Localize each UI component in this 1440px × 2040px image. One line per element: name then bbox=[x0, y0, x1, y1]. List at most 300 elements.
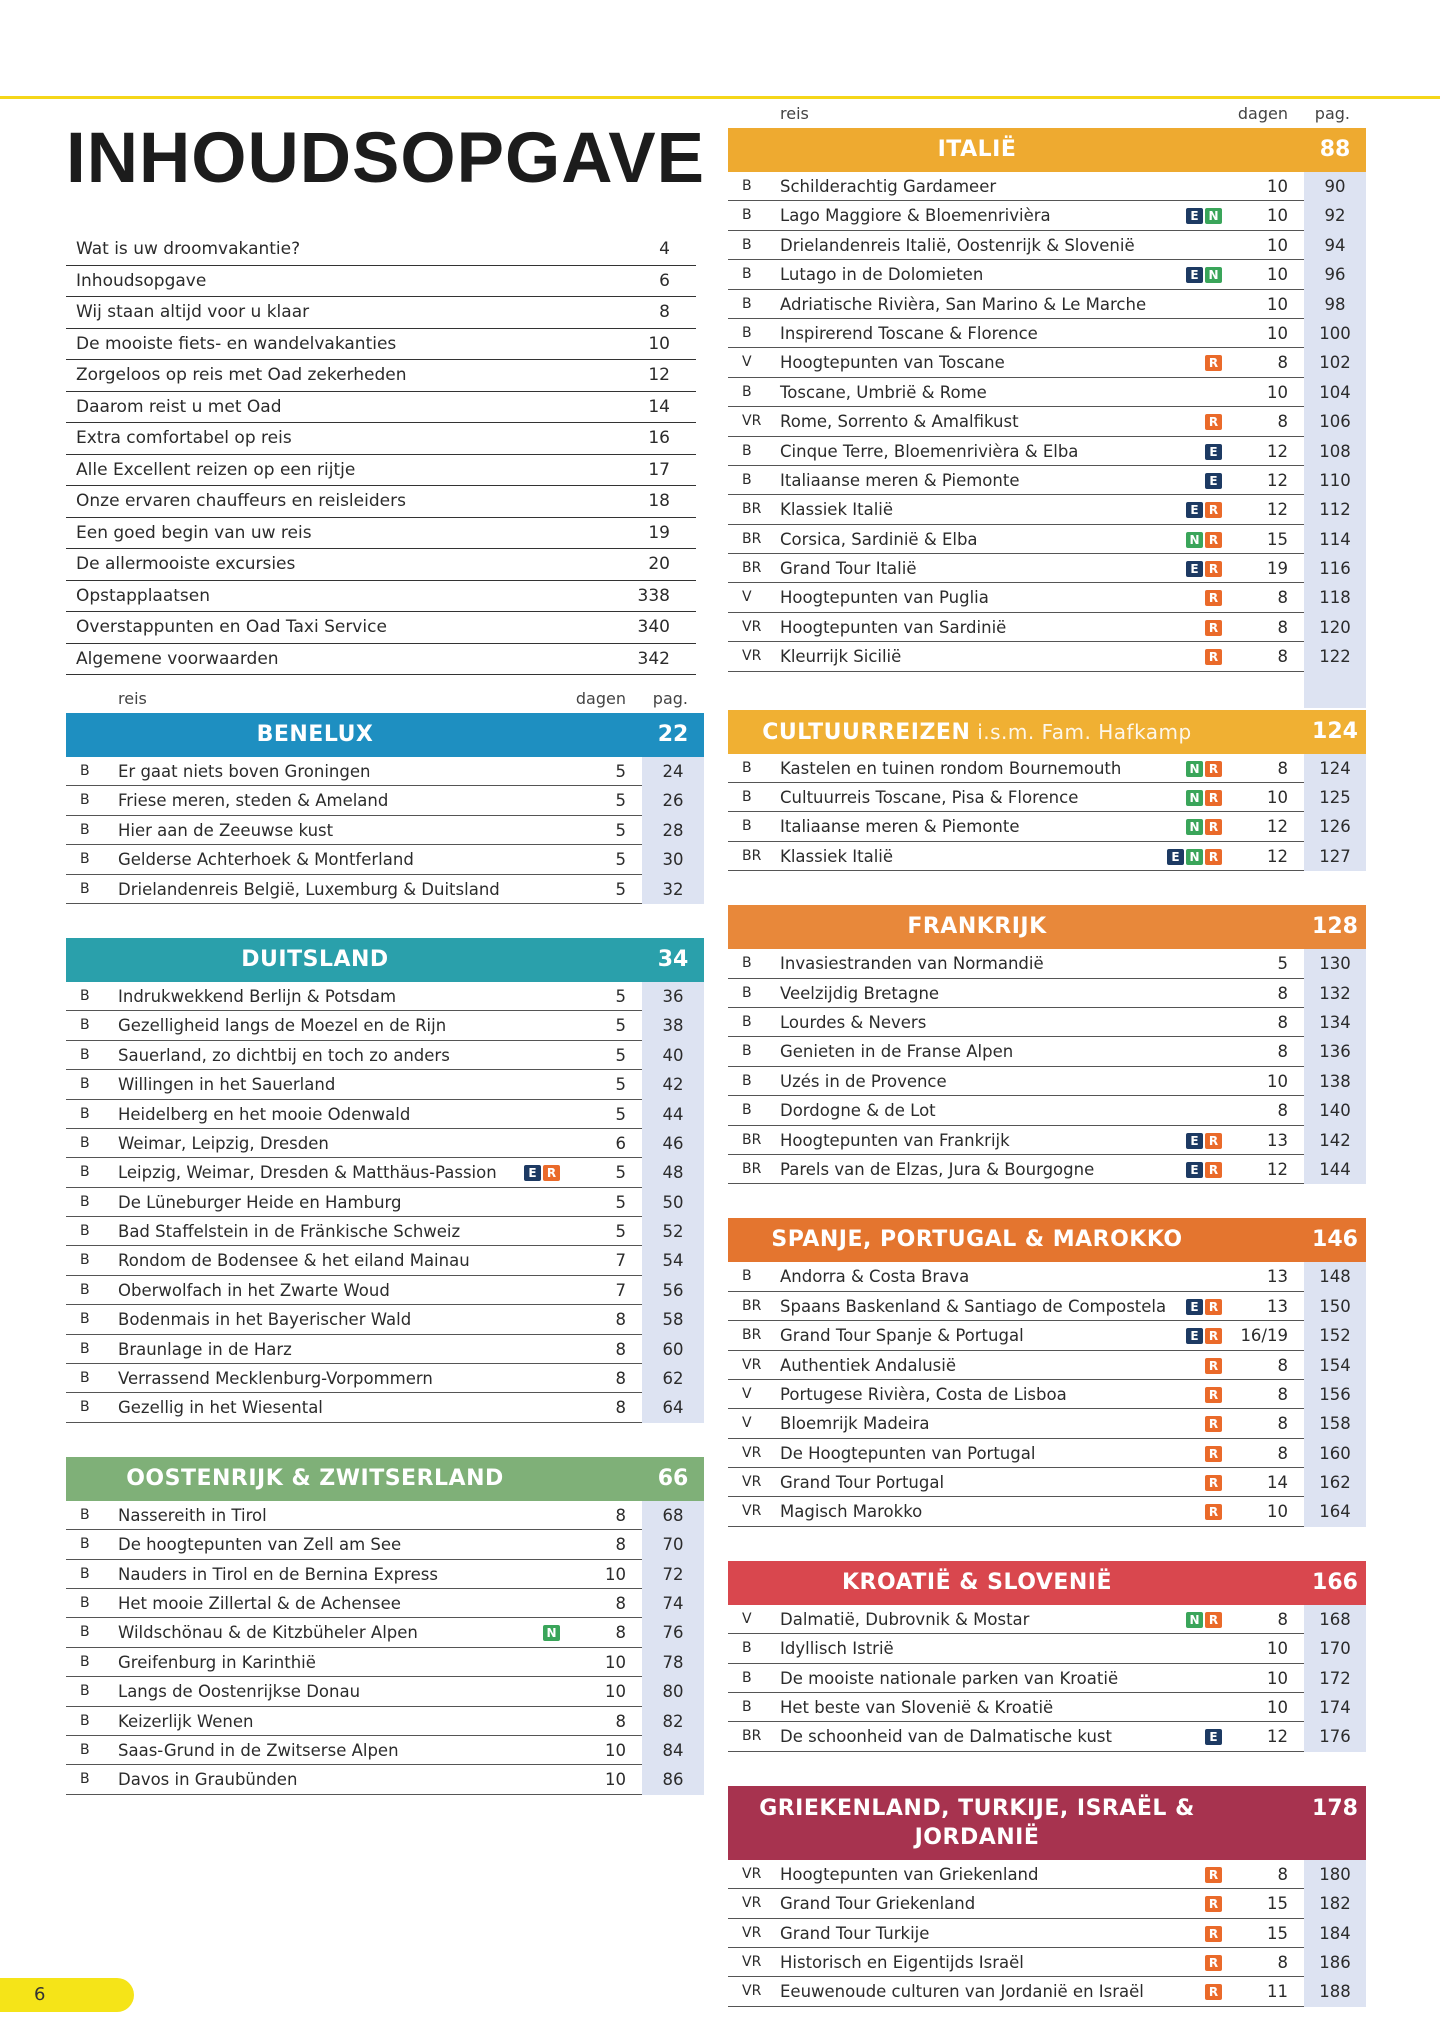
trip-category: B bbox=[80, 1340, 90, 1357]
trip-badges bbox=[1186, 1299, 1222, 1315]
section-header bbox=[728, 1218, 1366, 1262]
table-row bbox=[66, 845, 704, 874]
trip-category: B bbox=[80, 1105, 90, 1122]
section-body bbox=[728, 754, 1366, 872]
intro-item-title: Onze ervaren chauffeurs en reisleiders bbox=[76, 491, 406, 511]
table-row bbox=[728, 1155, 1366, 1184]
trip-days: 10 bbox=[1267, 323, 1288, 343]
table-row bbox=[66, 1618, 704, 1647]
table-row bbox=[66, 1765, 704, 1794]
trip-category: B bbox=[80, 1046, 90, 1063]
table-row bbox=[66, 1589, 704, 1618]
trip-days: 10 bbox=[1267, 788, 1288, 808]
trip-days: 8 bbox=[615, 1593, 626, 1613]
trip-name: Wildschönau & de Kitzbüheler Alpen bbox=[118, 1623, 418, 1643]
badge-r: R bbox=[1205, 355, 1222, 371]
table-row bbox=[66, 1364, 704, 1393]
trip-page: 42 bbox=[662, 1075, 684, 1095]
trip-category: B bbox=[742, 1102, 752, 1119]
trip-badges bbox=[1205, 1867, 1222, 1883]
trip-category: B bbox=[742, 759, 752, 776]
trip-category: VR bbox=[742, 1895, 762, 1912]
trip-badges bbox=[1186, 1162, 1222, 1178]
intro-item-title: Alle Excellent reizen op een rijtje bbox=[76, 459, 356, 480]
badge-r: R bbox=[1205, 819, 1222, 835]
trip-category: B bbox=[80, 1536, 90, 1553]
table-row bbox=[66, 1560, 704, 1589]
trip-page: 120 bbox=[1319, 617, 1351, 637]
trip-page: 64 bbox=[662, 1398, 684, 1418]
table-row bbox=[728, 437, 1366, 466]
trip-days: 5 bbox=[615, 1075, 626, 1095]
trip-name: Het mooie Zillertal & de Achensee bbox=[118, 1593, 401, 1613]
trip-badges bbox=[1205, 1729, 1222, 1745]
section-body bbox=[728, 949, 1366, 1184]
table-row bbox=[728, 1292, 1366, 1321]
trip-page: 84 bbox=[662, 1740, 684, 1760]
section-title-text: OOSTENRIJK & ZWITSERLAND bbox=[126, 1465, 504, 1491]
table-row bbox=[728, 231, 1366, 260]
trip-page: 156 bbox=[1319, 1384, 1351, 1404]
trip-days: 10 bbox=[1267, 1071, 1288, 1091]
trip-category: B bbox=[742, 1640, 752, 1657]
trip-page: 74 bbox=[662, 1593, 684, 1613]
trip-name: Adriatische Rivièra, San Marino & Le Marche bbox=[780, 294, 1147, 314]
table-row bbox=[728, 1948, 1366, 1977]
trip-page: 154 bbox=[1319, 1355, 1351, 1375]
trip-days: 14 bbox=[1267, 1473, 1288, 1493]
trip-badges bbox=[1186, 761, 1222, 777]
trip-category: B bbox=[80, 1712, 90, 1729]
trip-name: Rondom de Bodensee & het eiland Mainau bbox=[118, 1251, 470, 1271]
trip-category: B bbox=[742, 818, 752, 835]
trip-category: B bbox=[80, 1741, 90, 1758]
trip-name: Magisch Marokko bbox=[780, 1502, 923, 1522]
badge-e: E bbox=[1205, 444, 1222, 460]
section-page: 66 bbox=[657, 1465, 689, 1491]
section bbox=[728, 128, 1366, 708]
badge-r: R bbox=[1205, 649, 1222, 665]
section-title bbox=[728, 905, 1226, 949]
trip-category: VR bbox=[742, 413, 762, 430]
section-body bbox=[66, 1501, 704, 1795]
badge-r: R bbox=[1205, 1446, 1222, 1462]
trip-badges bbox=[1186, 267, 1222, 283]
trip-badges bbox=[1186, 502, 1222, 518]
badge-r: R bbox=[543, 1165, 560, 1181]
trip-page: 176 bbox=[1319, 1727, 1351, 1747]
section bbox=[728, 1218, 1366, 1527]
trip-page: 132 bbox=[1319, 983, 1351, 1003]
table-row bbox=[728, 378, 1366, 407]
section-title-text: DUITSLAND bbox=[241, 946, 389, 972]
trip-page: 82 bbox=[662, 1711, 684, 1731]
trip-name: De schoonheid van de Dalmatische kust bbox=[780, 1727, 1112, 1747]
trip-page: 116 bbox=[1319, 559, 1351, 579]
table-row bbox=[728, 754, 1366, 783]
trip-days: 10 bbox=[605, 1740, 626, 1760]
table-row bbox=[66, 1246, 704, 1275]
trip-page: 130 bbox=[1319, 954, 1351, 974]
column-header-dagen: dagen bbox=[575, 689, 626, 708]
trip-name: Hoogtepunten van Toscane bbox=[780, 353, 1005, 373]
trip-days: 8 bbox=[615, 1535, 626, 1555]
trip-page: 86 bbox=[662, 1770, 684, 1790]
trip-page: 184 bbox=[1319, 1923, 1351, 1943]
badge-r: R bbox=[1205, 849, 1222, 865]
trip-days: 5 bbox=[615, 1222, 626, 1242]
trip-days: 11 bbox=[1267, 1982, 1288, 2002]
intro-item-page: 340 bbox=[637, 617, 670, 637]
trip-name: Hier aan de Zeeuwse kust bbox=[118, 820, 334, 840]
section-title bbox=[728, 1218, 1226, 1262]
trip-page: 76 bbox=[662, 1623, 684, 1643]
trip-name: Corsica, Sardinië & Elba bbox=[780, 529, 978, 549]
trip-badges bbox=[1205, 414, 1222, 430]
trip-category: B bbox=[80, 1771, 90, 1788]
trip-category: B bbox=[742, 1699, 752, 1716]
badge-r: R bbox=[1205, 790, 1222, 806]
trip-days: 12 bbox=[1267, 817, 1288, 837]
trip-category: B bbox=[80, 792, 90, 809]
trip-page: 174 bbox=[1319, 1698, 1351, 1718]
trip-name: Grand Tour Turkije bbox=[780, 1923, 930, 1943]
intro-item bbox=[66, 486, 696, 518]
trip-page: 168 bbox=[1319, 1609, 1351, 1629]
trip-category: B bbox=[742, 324, 752, 341]
section bbox=[66, 713, 704, 904]
trip-category: BR bbox=[742, 847, 762, 864]
trip-name: Drielandenreis Italië, Oostenrijk & Slovenië bbox=[780, 235, 1135, 255]
trip-page: 100 bbox=[1319, 323, 1351, 343]
intro-item bbox=[66, 234, 696, 266]
trip-category: B bbox=[80, 1164, 90, 1181]
trip-page: 40 bbox=[662, 1045, 684, 1065]
intro-item-page: 8 bbox=[659, 302, 670, 322]
intro-item-title: Wat is uw droomvakantie? bbox=[76, 239, 301, 259]
trip-category: B bbox=[742, 266, 752, 283]
row-divider bbox=[728, 1526, 1304, 1527]
trip-days: 8 bbox=[1277, 1952, 1288, 1972]
trip-page: 170 bbox=[1319, 1639, 1351, 1659]
trip-name: Eeuwenoude culturen van Jordanië en Israël bbox=[780, 1982, 1144, 2002]
trip-days: 5 bbox=[615, 820, 626, 840]
table-row bbox=[728, 201, 1366, 230]
table-row bbox=[728, 290, 1366, 319]
trip-page: 68 bbox=[662, 1505, 684, 1525]
trip-page: 160 bbox=[1319, 1443, 1351, 1463]
trip-page: 126 bbox=[1319, 817, 1351, 837]
section bbox=[66, 1457, 704, 1795]
column-header-dagen: dagen bbox=[1237, 104, 1288, 123]
badge-n: N bbox=[1186, 1612, 1203, 1628]
section-header bbox=[728, 710, 1366, 754]
trip-page: 188 bbox=[1319, 1982, 1351, 2002]
trip-page: 50 bbox=[662, 1192, 684, 1212]
intro-item bbox=[66, 549, 696, 581]
section-page: 166 bbox=[1312, 1569, 1358, 1595]
badge-r: R bbox=[1205, 1955, 1222, 1971]
column-header-reis: reis bbox=[118, 689, 147, 708]
trip-days: 19 bbox=[1267, 559, 1288, 579]
trip-days: 10 bbox=[1267, 294, 1288, 314]
trip-page: 112 bbox=[1319, 500, 1351, 520]
trip-days: 5 bbox=[1277, 954, 1288, 974]
trip-days: 8 bbox=[1277, 647, 1288, 667]
table-row bbox=[728, 1889, 1366, 1918]
table-row bbox=[728, 842, 1366, 871]
trip-category: B bbox=[80, 1565, 90, 1582]
section-page: 146 bbox=[1312, 1227, 1358, 1253]
trip-category: B bbox=[80, 1134, 90, 1151]
section-title-text: SPANJE, PORTUGAL & MAROKKO bbox=[771, 1227, 1183, 1253]
trip-days: 13 bbox=[1267, 1130, 1288, 1150]
trip-badges bbox=[1205, 620, 1222, 636]
trip-days: 8 bbox=[1277, 588, 1288, 608]
trip-category: B bbox=[742, 383, 752, 400]
trip-page: 164 bbox=[1319, 1502, 1351, 1522]
trip-page: 56 bbox=[662, 1280, 684, 1300]
badge-e: E bbox=[1186, 502, 1203, 518]
trip-category: B bbox=[742, 236, 752, 253]
trip-page: 142 bbox=[1319, 1130, 1351, 1150]
section-body bbox=[728, 172, 1366, 708]
badge-e: E bbox=[524, 1165, 541, 1181]
section-title bbox=[728, 1561, 1226, 1605]
trip-days: 8 bbox=[1277, 412, 1288, 432]
trip-category: B bbox=[80, 1223, 90, 1240]
table-row bbox=[66, 1335, 704, 1364]
table-row bbox=[66, 1648, 704, 1677]
table-row bbox=[728, 525, 1366, 554]
trip-page: 52 bbox=[662, 1222, 684, 1242]
trip-category: BR bbox=[742, 1131, 762, 1148]
table-row bbox=[66, 1011, 704, 1040]
badge-r: R bbox=[1205, 561, 1222, 577]
trip-category: B bbox=[80, 1017, 90, 1034]
trip-category: VR bbox=[742, 1444, 762, 1461]
trip-page: 46 bbox=[662, 1133, 684, 1153]
trip-days: 5 bbox=[615, 850, 626, 870]
table-row bbox=[66, 1677, 704, 1706]
badge-e: E bbox=[1167, 849, 1184, 865]
right-column bbox=[728, 98, 1366, 2007]
table-row bbox=[728, 1977, 1366, 2006]
trip-page: 72 bbox=[662, 1564, 684, 1584]
trip-days: 10 bbox=[605, 1652, 626, 1672]
trip-category: B bbox=[742, 178, 752, 194]
trip-name: Heidelberg en het mooie Odenwald bbox=[118, 1104, 411, 1124]
trip-page: 102 bbox=[1319, 353, 1351, 373]
trip-category: B bbox=[742, 1043, 752, 1060]
trip-days: 8 bbox=[1277, 1609, 1288, 1629]
table-row bbox=[66, 1736, 704, 1765]
table-row bbox=[728, 319, 1366, 348]
trip-name: Historisch en Eigentijds Israël bbox=[780, 1952, 1024, 1972]
table-row bbox=[728, 583, 1366, 612]
trip-category: VR bbox=[742, 1924, 762, 1941]
trip-name: De Lüneburger Heide en Hamburg bbox=[118, 1192, 402, 1212]
trip-page: 138 bbox=[1319, 1071, 1351, 1091]
table-row bbox=[728, 554, 1366, 583]
trip-page: 172 bbox=[1319, 1668, 1351, 1688]
trip-page: 122 bbox=[1319, 647, 1351, 667]
trip-name: De Hoogtepunten van Portugal bbox=[780, 1443, 1036, 1463]
trip-page: 104 bbox=[1319, 382, 1351, 402]
row-divider bbox=[66, 903, 642, 904]
trip-days: 10 bbox=[1267, 235, 1288, 255]
trip-category: B bbox=[80, 1624, 90, 1641]
trip-name: Hoogtepunten van Frankrijk bbox=[780, 1130, 1010, 1150]
intro-item-title: De allermooiste excursies bbox=[76, 554, 296, 574]
table-row bbox=[728, 949, 1366, 978]
trip-category: VR bbox=[742, 618, 762, 635]
badge-n: N bbox=[1186, 790, 1203, 806]
table-row bbox=[66, 1217, 704, 1246]
trip-page: 118 bbox=[1319, 588, 1351, 608]
trip-badges bbox=[1205, 1358, 1222, 1374]
trip-category: B bbox=[742, 295, 752, 312]
section-body bbox=[66, 757, 704, 904]
intro-item-title: Overstappunten en Oad Taxi Service bbox=[76, 617, 387, 637]
trip-category: VR bbox=[742, 1865, 762, 1882]
trip-category: B bbox=[80, 1683, 90, 1700]
trip-days: 12 bbox=[1267, 470, 1288, 490]
badge-r: R bbox=[1205, 1328, 1222, 1344]
trip-page: 92 bbox=[1324, 206, 1346, 226]
trip-days: 8 bbox=[1277, 617, 1288, 637]
trip-name: Drielandenreis België, Luxemburg & Duitsland bbox=[118, 879, 500, 899]
badge-r: R bbox=[1205, 1896, 1222, 1912]
trip-name: Grand Tour Portugal bbox=[780, 1473, 945, 1493]
trip-days: 8 bbox=[615, 1398, 626, 1418]
trip-badges bbox=[543, 1625, 560, 1641]
trip-days: 8 bbox=[1277, 1384, 1288, 1404]
table-row bbox=[66, 1276, 704, 1305]
row-divider bbox=[728, 671, 1304, 672]
intro-item-page: 342 bbox=[637, 648, 670, 669]
table-row bbox=[728, 1262, 1366, 1291]
section-title bbox=[66, 938, 564, 982]
trip-category: V bbox=[742, 589, 752, 606]
badge-r: R bbox=[1205, 761, 1222, 777]
trip-name: De mooiste nationale parken van Kroatië bbox=[780, 1668, 1119, 1688]
column-header-pag: pag. bbox=[1314, 104, 1350, 123]
trip-days: 12 bbox=[1267, 1727, 1288, 1747]
row-divider bbox=[728, 1183, 1304, 1184]
badge-n: N bbox=[543, 1625, 560, 1641]
trip-name: Uzés in de Provence bbox=[780, 1071, 947, 1091]
trip-category: VR bbox=[742, 1474, 762, 1491]
trip-name: Italiaanse meren & Piemonte bbox=[780, 470, 1020, 490]
trip-badges bbox=[1186, 561, 1222, 577]
trip-name: Keizerlijk Wenen bbox=[118, 1711, 254, 1731]
trip-page: 144 bbox=[1319, 1159, 1351, 1179]
row-divider bbox=[728, 870, 1304, 871]
badge-r: R bbox=[1205, 1387, 1222, 1403]
badge-e: E bbox=[1205, 473, 1222, 489]
table-row bbox=[728, 172, 1366, 201]
trip-page: 98 bbox=[1324, 294, 1346, 314]
trip-name: Bad Staffelstein in de Fränkische Schweiz bbox=[118, 1222, 461, 1242]
table-row bbox=[728, 1634, 1366, 1663]
trip-days: 5 bbox=[615, 1045, 626, 1065]
trip-category: B bbox=[742, 789, 752, 806]
intro-item-page: 6 bbox=[659, 270, 670, 291]
trip-name: Braunlage in de Harz bbox=[118, 1339, 292, 1359]
trip-name: Oberwolfach in het Zwarte Woud bbox=[118, 1280, 390, 1300]
table-row bbox=[66, 1707, 704, 1736]
badge-e: E bbox=[1186, 1299, 1203, 1315]
badge-e: E bbox=[1186, 1328, 1203, 1344]
section-header bbox=[66, 1457, 704, 1501]
intro-item-title: Een goed begin van uw reis bbox=[76, 522, 312, 543]
table-row bbox=[728, 1351, 1366, 1380]
trip-name: Het beste van Slovenië & Kroatië bbox=[780, 1698, 1054, 1718]
badge-n: N bbox=[1205, 267, 1222, 283]
trip-days: 12 bbox=[1267, 1159, 1288, 1179]
section bbox=[728, 1786, 1366, 2007]
trip-category: V bbox=[742, 1610, 752, 1627]
trip-days: 15 bbox=[1267, 529, 1288, 549]
trip-name: Genieten in de Franse Alpen bbox=[780, 1042, 1014, 1062]
table-row bbox=[728, 260, 1366, 289]
trip-name: Dordogne & de Lot bbox=[780, 1101, 936, 1121]
table-row bbox=[728, 1722, 1366, 1751]
intro-item-page: 10 bbox=[648, 333, 670, 354]
intro-item-page: 14 bbox=[648, 396, 670, 417]
trip-name: Davos in Graubünden bbox=[118, 1770, 298, 1790]
intro-item-page: 4 bbox=[659, 239, 670, 259]
trip-badges bbox=[1186, 790, 1222, 806]
intro-item-title: De mooiste fiets- en wandelvakanties bbox=[76, 333, 397, 354]
trip-badges bbox=[1205, 1504, 1222, 1520]
table-row bbox=[66, 1501, 704, 1530]
trip-name: Verrassend Mecklenburg-Vorpommern bbox=[118, 1369, 433, 1389]
table-row bbox=[728, 812, 1366, 841]
trip-page: 70 bbox=[662, 1535, 684, 1555]
intro-item-title: Opstapplaatsen bbox=[76, 585, 211, 606]
table-row bbox=[728, 1919, 1366, 1948]
badge-r: R bbox=[1205, 1299, 1222, 1315]
trip-page: 90 bbox=[1324, 177, 1346, 196]
table-row bbox=[728, 348, 1366, 377]
trip-name: Parels van de Elzas, Jura & Bourgogne bbox=[780, 1159, 1095, 1179]
trip-name: Invasiestranden van Normandië bbox=[780, 954, 1044, 974]
trip-days: 5 bbox=[615, 1192, 626, 1212]
intro-item-title: Wij staan altijd voor u klaar bbox=[76, 302, 310, 322]
intro-item bbox=[66, 360, 696, 392]
trip-category: B bbox=[742, 1072, 752, 1089]
badge-r: R bbox=[1205, 1358, 1222, 1374]
intro-item-title: Daarom reist u met Oad bbox=[76, 396, 282, 417]
trip-days: 7 bbox=[615, 1251, 626, 1271]
trip-name: Portugese Rivièra, Costa de Lisboa bbox=[780, 1384, 1067, 1404]
section-page: 88 bbox=[1319, 137, 1351, 162]
section-header bbox=[66, 713, 704, 757]
trip-category: B bbox=[80, 1506, 90, 1523]
section bbox=[66, 938, 704, 1423]
section-title-text: ITALIË bbox=[937, 137, 1017, 162]
trip-name: Leipzig, Weimar, Dresden & Matthäus-Passion bbox=[118, 1163, 497, 1183]
trip-category: B bbox=[80, 1370, 90, 1387]
trip-name: Authentiek Andalusië bbox=[780, 1355, 956, 1375]
table-row bbox=[66, 1070, 704, 1099]
trip-category: B bbox=[80, 1399, 90, 1416]
trip-page: 28 bbox=[662, 820, 684, 840]
trip-category: B bbox=[80, 880, 90, 897]
trip-page: 54 bbox=[662, 1251, 684, 1271]
